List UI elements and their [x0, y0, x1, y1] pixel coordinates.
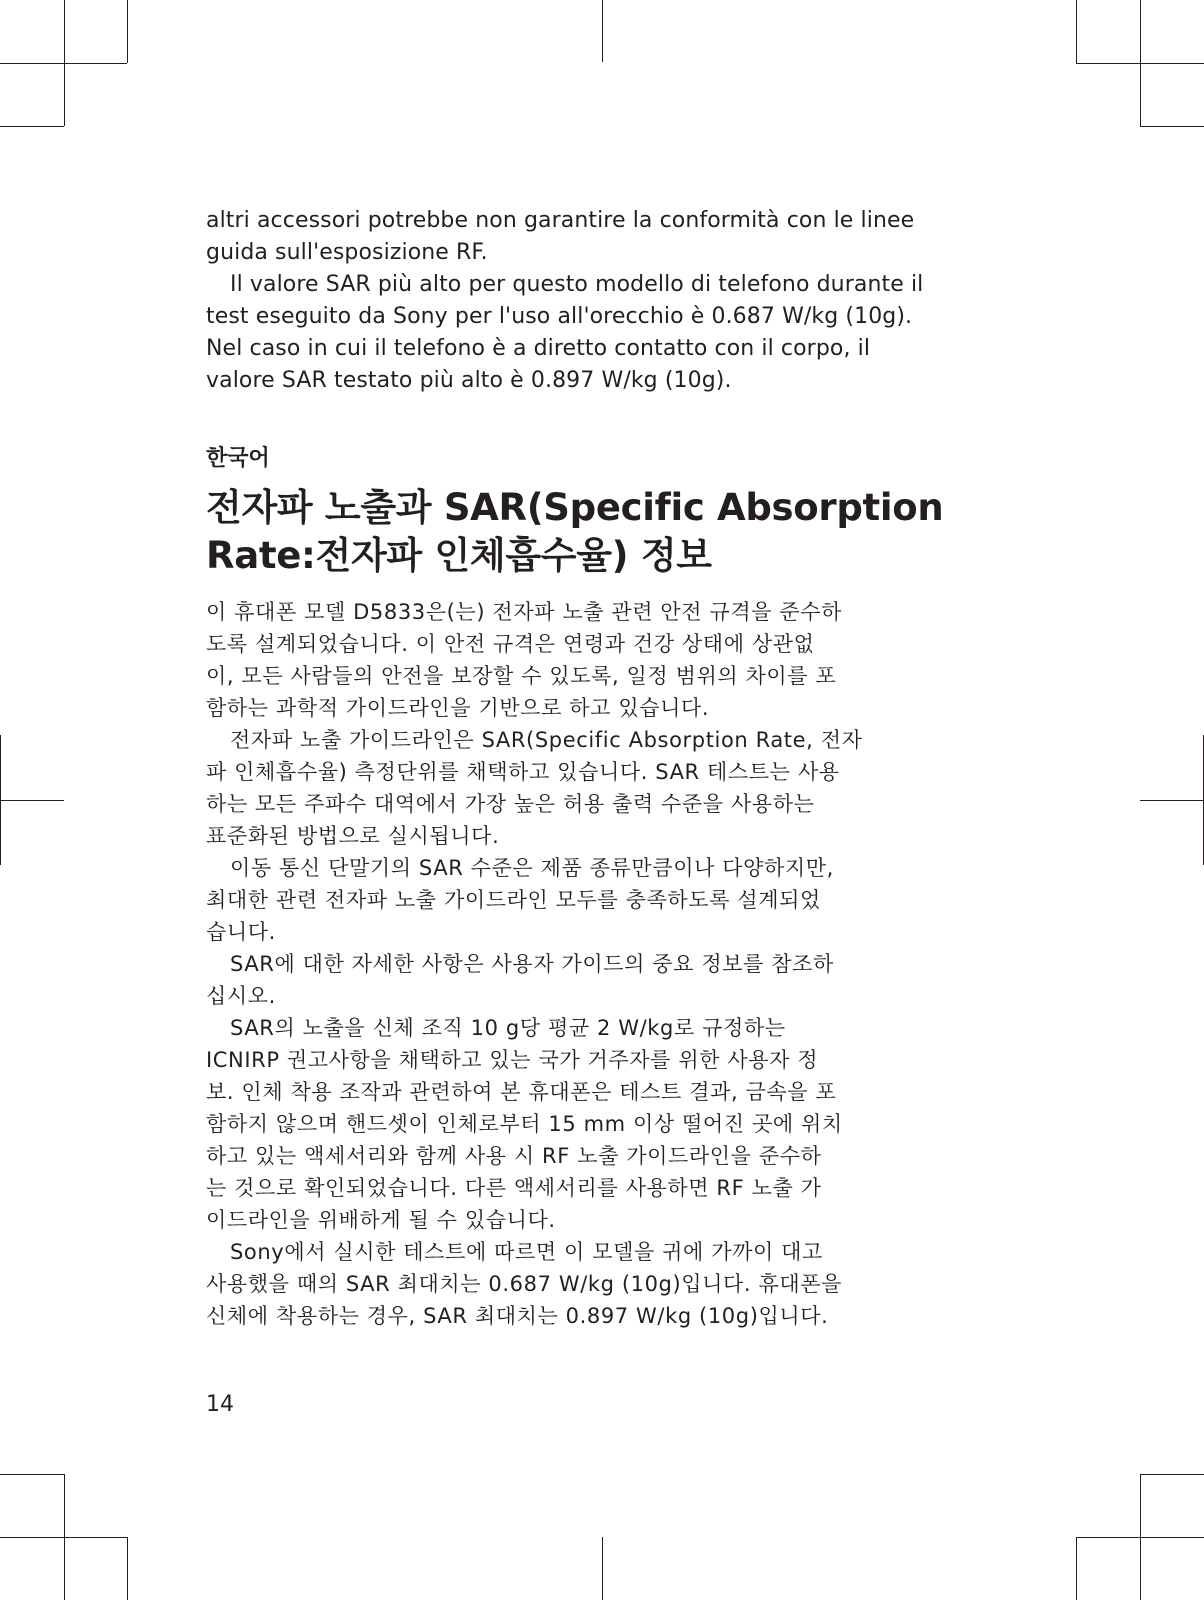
text-line: 이 휴대폰 모델 D5833은(는) 전자파 노출 관련 안전 규격을 준수하: [206, 600, 843, 624]
text-line: valore SAR testato più alto è 0.897 W/kg (10g).: [206, 368, 732, 393]
text-line: 이드라인을 위배하게 될 수 있습니다.: [206, 1208, 556, 1232]
text-line: 신체에 착용하는 경우, SAR 최대치는 0.897 W/kg (10g)입니다.: [206, 1304, 829, 1328]
crop-mark: [127, 1537, 128, 1600]
language-heading: 한국어: [206, 446, 270, 471]
crop-mark: [127, 0, 128, 63]
korean-section: [206, 596, 986, 1332]
korean-paragraph: [206, 596, 986, 724]
korean-paragraph: [206, 724, 986, 852]
italian-section: [206, 205, 986, 397]
text-line: 이, 모든 사람들의 안전을 보장할 수 있도록, 일정 범위의 차이를 포: [206, 664, 837, 688]
crop-mark: [1076, 0, 1077, 63]
text-line: guida sull'esposizione RF.: [206, 240, 488, 265]
text-line: Il valore SAR più alto per questo modello di telefono durante il: [230, 272, 924, 297]
crop-mark: [1076, 1537, 1077, 1600]
text-line: test eseguito da Sony per l'uso all'orecchio è 0.687 W/kg (10g).: [206, 304, 913, 329]
title-line: Rate:전자파 인체흡수율) 정보: [206, 534, 712, 577]
korean-paragraph: [206, 948, 986, 1012]
page-title: [206, 484, 943, 580]
crop-mark: [1076, 1537, 1204, 1538]
text-line: 전자파 노출 가이드라인은 SAR(Specific Absorption Rate, 전자: [230, 728, 863, 752]
korean-paragraph: [206, 1236, 986, 1332]
crop-mark: [1140, 1474, 1204, 1475]
italian-paragraph: [206, 269, 986, 397]
text-line: 는 것으로 확인되었습니다. 다른 액세서리를 사용하면 RF 노출 가: [206, 1176, 822, 1200]
text-line: Nel caso in cui il telefono è a diretto contatto con il corpo, il: [206, 336, 871, 361]
text-line: 최대한 관련 전자파 노출 가이드라인 모두를 충족하도록 설계되었: [206, 888, 821, 912]
text-line: 하고 있는 액세서리와 함께 사용 시 RF 노출 가이드라인을 준수하: [206, 1144, 822, 1168]
text-line: ICNIRP 권고사항을 채택하고 있는 국가 거주자를 위한 사용자 정: [206, 1048, 819, 1072]
korean-paragraph: [206, 1012, 986, 1236]
text-line: 십시오.: [206, 984, 276, 1008]
text-line: SAR의 노출을 신체 조직 10 g당 평균 2 W/kg로 규정하는: [230, 1016, 786, 1040]
text-line: 습니다.: [206, 920, 276, 944]
title-line: 전자파 노출과 SAR(Specific Absorption: [206, 486, 944, 529]
text-line: 하는 모든 주파수 대역에서 가장 높은 허용 출력 수준을 사용하는: [206, 792, 815, 816]
crop-mark: [1140, 800, 1204, 801]
crop-mark: [0, 800, 64, 801]
page-number: 14: [206, 1392, 234, 1417]
crop-mark: [0, 126, 64, 127]
text-line: 사용했을 때의 SAR 최대치는 0.687 W/kg (10g)입니다. 휴대폰을: [206, 1272, 843, 1296]
text-line: Sony에서 실시한 테스트에 따르면 이 모델을 귀에 가까이 대고: [230, 1240, 823, 1264]
text-line: 표준화된 방법으로 실시됩니다.: [206, 824, 500, 848]
text-line: SAR에 대한 자세한 사항은 사용자 가이드의 중요 정보를 참조하: [230, 952, 834, 976]
text-line: 파 인체흡수율) 측정단위를 채택하고 있습니다. SAR 테스트는 사용: [206, 760, 840, 784]
crop-mark: [602, 1537, 603, 1600]
text-line: altri accessori potrebbe non garantire la conformità con le linee: [206, 208, 915, 233]
text-line: 도록 설계되었습니다. 이 안전 규격은 연령과 건강 상태에 상관없: [206, 632, 815, 656]
crop-mark: [1140, 126, 1204, 127]
text-line: 함하지 않으며 핸드셋이 인체로부터 15 mm 이상 떨어진 곳에 위치: [206, 1112, 843, 1136]
italian-paragraph: [206, 205, 986, 269]
text-line: 이동 통신 단말기의 SAR 수준은 제품 종류만큼이나 다양하지만,: [230, 856, 834, 880]
text-line: 보. 인체 착용 조작과 관련하여 본 휴대폰은 테스트 결과, 금속을 포: [206, 1080, 837, 1104]
crop-mark: [0, 1474, 64, 1475]
crop-mark: [0, 1537, 127, 1538]
text-line: 함하는 과학적 가이드라인을 기반으로 하고 있습니다.: [206, 696, 710, 720]
crop-mark: [602, 0, 603, 62]
crop-mark: [1076, 63, 1204, 64]
crop-mark: [0, 63, 127, 64]
korean-paragraph: [206, 852, 986, 948]
